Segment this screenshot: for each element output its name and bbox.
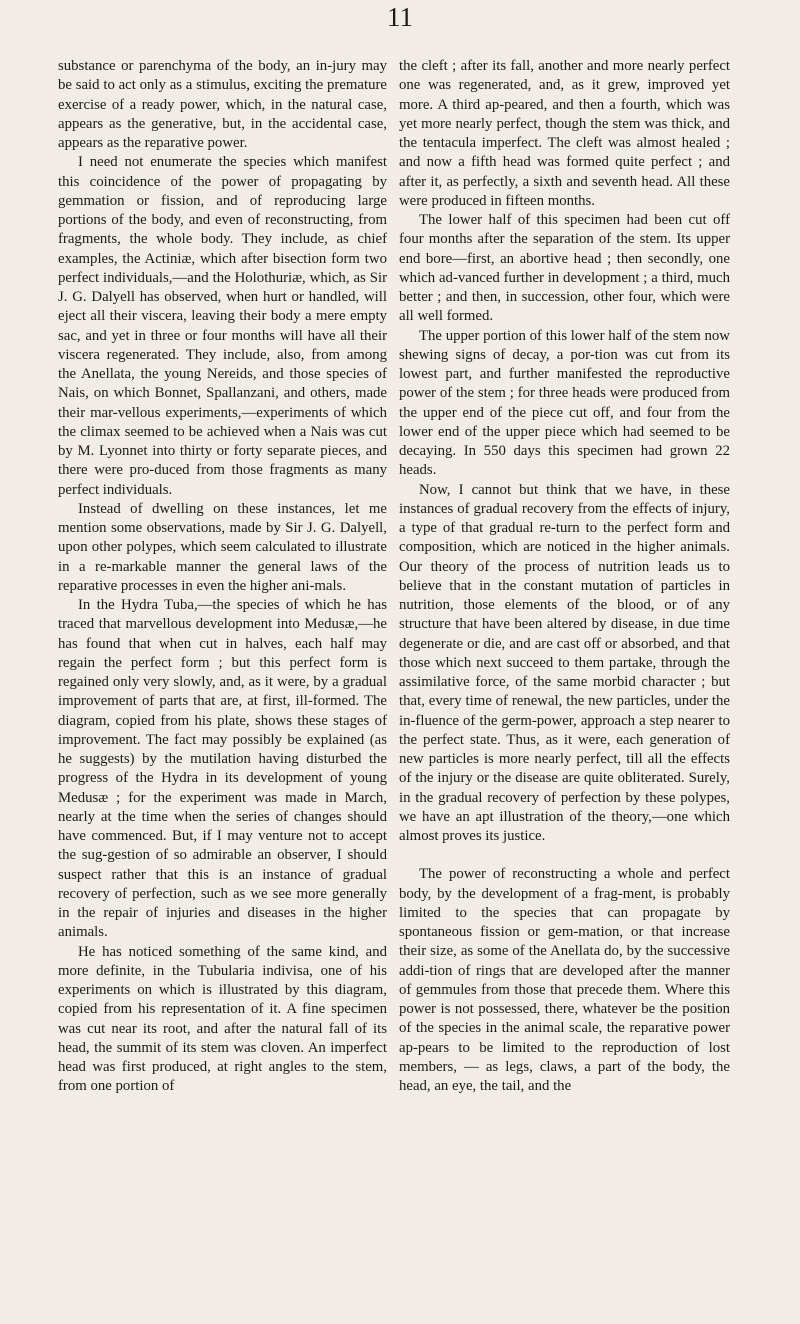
paragraph: the cleft ; after its fall, another and more nearly perfect one was regenerated, and, as it grew, improved yet more. A third ap-peared, and then a fourth, which was yet more nearly perfect, though the stem was thick, and the tentacula imperfect. The cleft was almost healed ; and now a fifth head was formed quite perfect ; and after it, as perfectly, a sixth and seventh head. All these were produced in fifteen months. (399, 58, 730, 209)
paragraph: I need not enumerate the species which manifest this coincidence of the power of propagating by gemmation or fission, and of reproducing large portions of the body, and even of reconstructing, from fragments, the whole body. They include, as chief examples, the Actiniæ, which after bisection form two perfect individuals,—and the Holothuriæ, which, as Sir J. G. Dalyell has observed, when hurt or handled, will eject all their viscera, leaving their body a mere empty sac, and yet in three or four months will have all their viscera regenerated. They include, also, from among the Anellata, the young Nereids, and those species of Nais, on which Bonnet, Spallanzani, and others, made their mar-vellous experiments,—experiments of which the climax seemed to be achieved when a Nais was cut by M. Lyonnet into thirty or forty separate pieces, and there were pro-duced from those fragments as many perfect individuals. (58, 154, 387, 498)
paragraph: substance or parenchyma of the body, an in-jury may be said to act only as a stimulus, exciting the premature exercise of a ready power, which, in the natural case, appears as the generative, but, in the accidental case, appears as the reparative power. (58, 58, 387, 151)
left-column (58, 57, 387, 1097)
right-column (399, 57, 730, 1096)
paragraph: Now, I cannot but think that we have, in these instances of gradual recovery from the effects of injury, a type of that gradual re-turn to the perfect form and composition, which are noticed in the higher animals. Our theory of the process of nutrition leads us to believe that in the constant mutation of particles in nutrition, those elements of the blood, or of any structure that have been altered by disease, in due time degenerate or die, and are cast off or absorbed, and that those which next succeed to them partake, through the assimilative force, of the same morbid character ; but that, every time of renewal, the new particles, under the in-fluence of the germ-power, approach a step nearer to the perfect state. Thus, as it were, each generation of new particles is more nearly perfect, till all the effects of the injury or the disease are quite obliterated. Surely, in the gradual recovery of perfection by these polypes, we have an apt illustration of the theory,—one which almost proves its justice. (399, 481, 730, 844)
paragraph: The upper portion of this lower half of the stem now shewing signs of decay, a por-tion was cut from its lowest part, and further manifested the reproductive power of the stem ; for three heads were produced from the upper end of the piece cut off, and four from the lower end of the upper piece which had seemed to be decaying. In 550 days this specimen had grown 22 heads. (399, 327, 730, 479)
paragraph: The power of reconstructing a whole and perfect body, by the development of a frag-ment, is probably limited to the species that can propagate by spontaneous fission or gem-mation, or that increase their size, as some of the Anellata do, by the successive addi-tion of rings that are developed after the manner of gemmules from those that precede them. Where this power is not possessed, there, whatever be the position of the species in the animal scale, the reparative power ap-pears to be limited to the reproduction of lost members, — as legs, claws, a part of the body, the head, an eye, the tail, and the (399, 866, 730, 1094)
paragraph: In the Hydra Tuba,—the species of which he has traced that marvellous development into Medusæ,—he has found that when cut in halves, each half may regain the perfect form ; but this perfect form is regained only very slowly, and, as it were, by a gradual improvement of parts that are, at first, ill-formed. The diagram, copied from his plate, shows these stages of improvement. The fact may possibly be explained (as he suggests) by the mutilation having disturbed the progress of the Hydra in its development of young Medusæ ; for the experiment was made in March, nearly at the time when the series of changes should have commenced. But, if I may venture not to accept the sug-gestion of so admirable an observer, I should suspect rather that this is an instance of gradual recovery of perfection, such as we see more generally in the repair of injuries and diseases in the higher animals. (58, 597, 387, 941)
paragraph: The lower half of this specimen had been cut off four months after the separation of the stem. Its upper end bore—first, an abortive head ; then secondly, one which ad-vanced further in development ; a third, much better ; and then, in succession, other four, which were all well formed. (399, 212, 730, 325)
paragraph: Instead of dwelling on these instances, let me mention some observations, made by Sir J. G. Dalyell, upon other polypes, which seem calculated to illustrate in a re-markable manner the general laws of the reparative processes in even the higher ani-mals. (58, 500, 387, 594)
paragraph: He has noticed something of the same kind, and more definite, in the Tubularia indivisa, one of his experiments on which is illustrated by this diagram, copied from his representation of it. A fine specimen was cut near its root, and after the natural fall of its head, the summit of its stem was cloven. An imperfect head was first produced, at right angles to the stem, from one portion of (58, 943, 387, 1095)
page-number: 11 (387, 2, 413, 32)
